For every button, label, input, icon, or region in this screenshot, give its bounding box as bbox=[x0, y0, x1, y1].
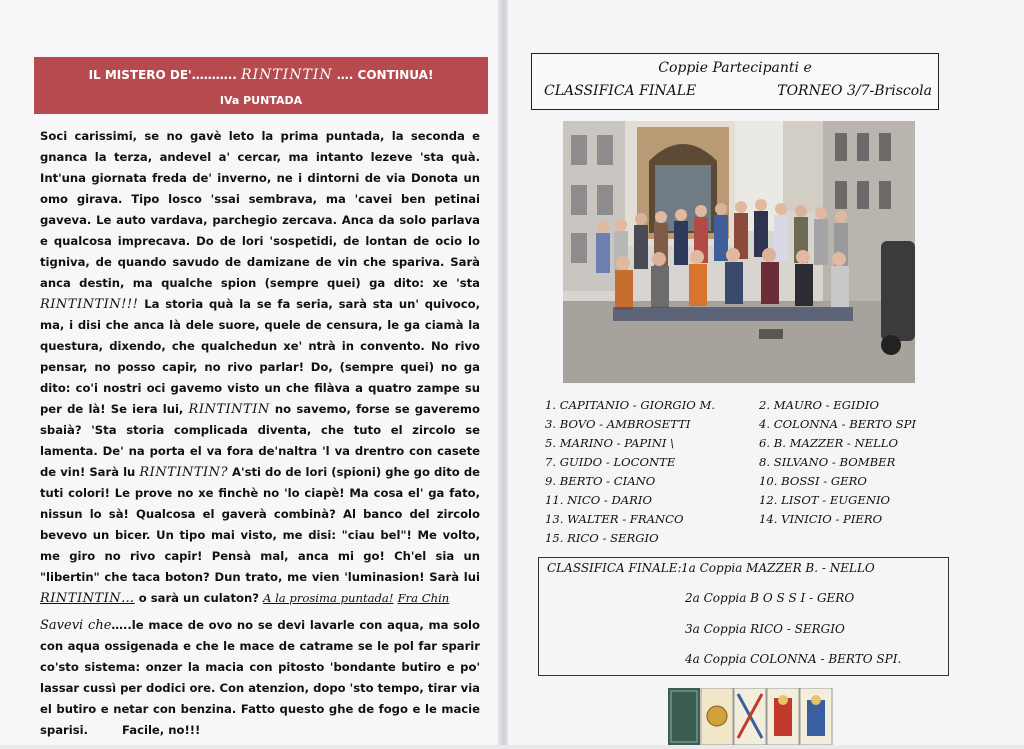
rintintin-word: RINTINTIN!!! bbox=[40, 297, 139, 312]
article-text: no savemo, forse se gaveremo sbaià? 'Sta storia complicada diventa, che tuto el zircolo se lamenta. De' na porta el va fora de'naltra 'l va drentro con casete de vin! Sarà lu bbox=[40, 402, 480, 479]
tip-closing: Facile, no!!! bbox=[122, 723, 201, 737]
tip-text: …..le mace de ovo no se devi lavarle con aqua, ma solo con aqua ossigenada e che le mace de catrame se le pol far sparir co'sto sistema: onzer la macia con pitosto 'bondante butiro e po' lassar cussì per dodici ore. Con atenzion, dopo 'sto tempo, tirar via el butiro e netar con benzina. Fatto questo ghe de fogo e le macie sparisi. bbox=[40, 618, 480, 737]
pair-entry: 13. WALTER - FRANCO bbox=[545, 512, 684, 526]
pair-entry: 7. GUIDO - LOCONTE bbox=[545, 455, 676, 469]
pair-entry: 15. RICO - SERGIO bbox=[545, 531, 659, 545]
article-text: A'sti do de lori (spioni) ghe go dito de tuti colori! Le prove no xe finchè no 'lo ciapè! Ma cosa el' ga fato, nissun lo sà! Qualcosa el gaverà combinà? Al banco del zircolo bevevo un bicer. Un tipo mai visto, me disi: "ciau bel"! Me volto, me giro no rivo capir! Pensà mal, anca mi go! Ch'el sia un "libertin" che taca boton? Dun trato, me vien 'luminasion! Sarà lui bbox=[40, 465, 480, 584]
rintintin-word: RINTINTIN? bbox=[139, 465, 228, 480]
rintintin-word: RINTINTIN… bbox=[40, 591, 135, 606]
banner-title-rintintin: RINTINTIN bbox=[241, 67, 333, 83]
pair-entry: 1. CAPITANIO - GIORGIO M. bbox=[545, 398, 716, 412]
pair-entry: 9. BERTO - CIANO bbox=[545, 474, 656, 488]
final-ranking-third: 3a Coppia RICO - SERGIO bbox=[685, 622, 845, 636]
tournament-title-box bbox=[531, 53, 939, 110]
article-text: La storia quà la se fa seria, sarà sta un' quivoco, ma, i disi che anca là dele suore, quele de censura, le ga ciamà la questura, dixendo, che qualchedun xe' ntrà in convento. No rivo pensar, no posso capir, no rivo parlar! Do, (sempre quei) no ga dito: co'i nostri oci gavemo visto un che filàva a quatro zampe su per de là! Se iera lui, bbox=[40, 297, 480, 416]
final-ranking-first: 1a Coppia MAZZER B. - NELLO bbox=[681, 561, 875, 575]
article-text: o sarà un culaton? bbox=[138, 591, 259, 605]
article-body bbox=[40, 126, 480, 741]
pair-entry: 3. BOVO - AMBROSETTI bbox=[545, 417, 691, 431]
title-line-torneo: TORNEO 3/7-Briscola bbox=[777, 83, 932, 99]
left-page bbox=[0, 0, 505, 745]
final-ranking-box bbox=[538, 557, 949, 676]
card-back-icon bbox=[668, 688, 700, 745]
title-line-participants: Coppie Partecipanti e bbox=[658, 60, 812, 76]
tip-paragraph bbox=[40, 615, 480, 741]
next-episode-note: A la prosima puntada! bbox=[263, 591, 394, 605]
group-photo-illustration bbox=[563, 121, 915, 383]
pair-entry: 6. B. MAZZER - NELLO bbox=[759, 436, 898, 450]
group-photo bbox=[563, 121, 915, 383]
final-ranking-second: 2a Coppia B O S S I - GERO bbox=[685, 591, 855, 605]
pair-entry: 8. SILVANO - BOMBER bbox=[759, 455, 896, 469]
title-line-classifica: CLASSIFICA FINALE bbox=[544, 83, 697, 99]
banner-subtitle: IVa PUNTADA bbox=[219, 94, 303, 107]
banner-title-suffix: …. CONTINUA! bbox=[336, 68, 434, 82]
playing-cards-illustration bbox=[668, 688, 833, 745]
article-banner bbox=[34, 57, 488, 114]
final-ranking-label: CLASSIFICA FINALE: bbox=[547, 561, 682, 575]
banner-title bbox=[34, 67, 488, 83]
pair-entry: 14. VINICIO - PIERO bbox=[759, 512, 883, 526]
pair-entry: 4. COLONNA - BERTO SPI bbox=[759, 417, 917, 431]
article-paragraph bbox=[40, 126, 480, 609]
author-signature: Fra Chin bbox=[397, 591, 450, 605]
rintintin-word: RINTINTIN bbox=[188, 402, 270, 417]
pair-entry: 11. NICO - DARIO bbox=[545, 493, 652, 507]
banner-title-prefix: IL MISTERO DE'……….. bbox=[88, 68, 237, 82]
tip-heading: Savevi che bbox=[40, 618, 112, 633]
article-text: Soci carissimi, se no gavè leto la prima puntada, la seconda e gnanca la terza, andevel a' cercar, ma intanto lezeve 'sta quà. Int'una giornata freda de' inverno, ne i dintorni de via Donota un omo girava. Tipo losco 'ssai sembrava, ma 'cavei ben petinai gaveva. Le auto vardava, parchegio zercava. Anca da solo parlava e qualcosa imprecava. Do de lori 'sospetidi, de lontan de ocio lo tigniva, de quando savudo de damizane de vin che spariva. Sarà anca destin, ma qualche spion (sempre quei) ga dito: xe 'sta bbox=[40, 129, 480, 290]
pair-entry: 2. MAURO - EGIDIO bbox=[759, 398, 879, 412]
pair-entry: 10. BOSSI - GERO bbox=[759, 474, 867, 488]
pair-entry: 12. LISOT - EUGENIO bbox=[759, 493, 891, 507]
final-ranking-fourth: 4a Coppia COLONNA - BERTO SPI. bbox=[685, 652, 902, 666]
pair-entry: 5. MARINO - PAPINI \ bbox=[545, 436, 675, 450]
